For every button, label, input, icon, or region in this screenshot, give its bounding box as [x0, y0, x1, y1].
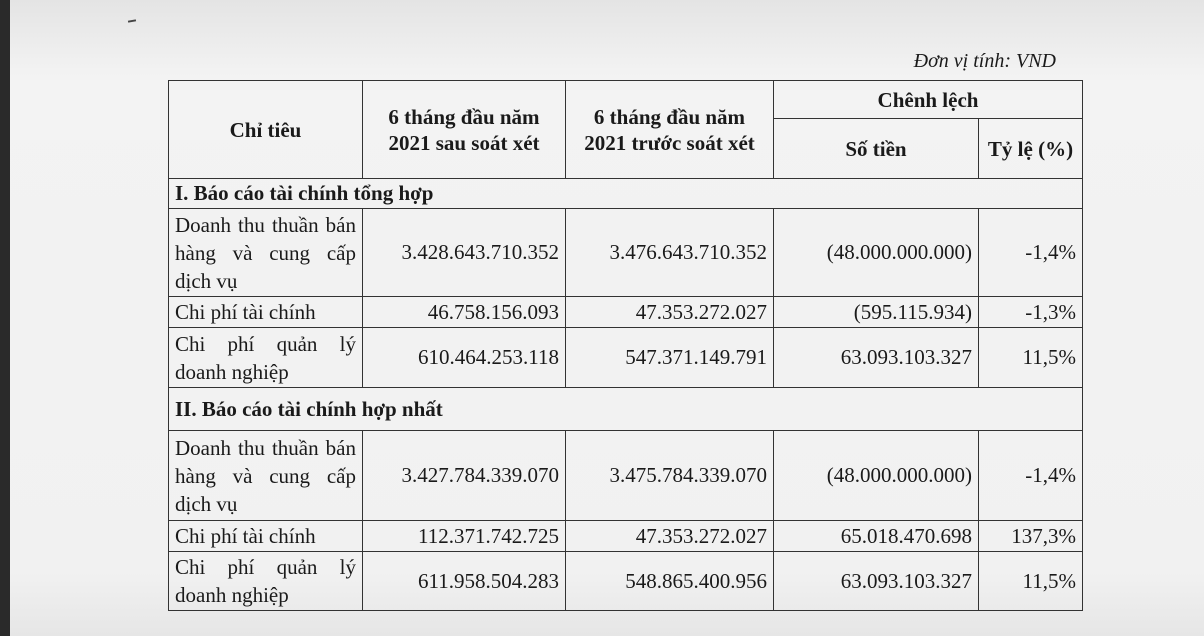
page-mark	[128, 19, 136, 22]
difference-amount: 63.093.103.327	[774, 328, 979, 388]
section-title: I. Báo cáo tài chính tổng hợp	[169, 179, 1083, 209]
row-label: Doanh thu thuần bán hàng và cung cấp dịch vụ	[169, 209, 363, 297]
after-review-value: 611.958.504.283	[363, 552, 566, 611]
before-review-value: 547.371.149.791	[566, 328, 774, 388]
financial-comparison-table	[168, 80, 1083, 611]
difference-amount: 65.018.470.698	[774, 521, 979, 552]
row-label: Chi phí tài chính	[169, 297, 363, 328]
after-review-value: 3.427.784.339.070	[363, 431, 566, 521]
row-label: Doanh thu thuần bán hàng và cung cấp dịch vụ	[169, 431, 363, 521]
table-row	[169, 297, 1083, 328]
difference-ratio: 11,5%	[979, 328, 1083, 388]
after-review-value: 46.758.156.093	[363, 297, 566, 328]
section-row	[169, 179, 1083, 209]
row-label: Chi phí tài chính	[169, 521, 363, 552]
table-row	[169, 209, 1083, 297]
difference-amount: (48.000.000.000)	[774, 209, 979, 297]
table-row	[169, 552, 1083, 611]
before-review-value: 3.476.643.710.352	[566, 209, 774, 297]
photo-dark-edge	[0, 0, 10, 636]
row-label: Chi phí quản lý doanh nghiệp	[169, 328, 363, 388]
section-row	[169, 388, 1083, 431]
difference-ratio: 137,3%	[979, 521, 1083, 552]
before-review-value: 3.475.784.339.070	[566, 431, 774, 521]
after-review-value: 3.428.643.710.352	[363, 209, 566, 297]
after-review-value: 112.371.742.725	[363, 521, 566, 552]
difference-ratio: -1,4%	[979, 209, 1083, 297]
difference-ratio: -1,4%	[979, 431, 1083, 521]
header-before-review: 6 tháng đầu năm 2021 trước soát xét	[566, 81, 774, 179]
header-indicator: Chỉ tiêu	[169, 81, 363, 179]
difference-amount: (48.000.000.000)	[774, 431, 979, 521]
unit-note: Đơn vị tính: VND	[913, 50, 1056, 72]
difference-amount: (595.115.934)	[774, 297, 979, 328]
table-row	[169, 431, 1083, 521]
table-row	[169, 521, 1083, 552]
row-label: Chi phí quản lý doanh nghiệp	[169, 552, 363, 611]
header-amount: Số tiền	[774, 119, 979, 179]
header-difference: Chênh lệch	[774, 81, 1083, 119]
difference-ratio: -1,3%	[979, 297, 1083, 328]
after-review-value: 610.464.253.118	[363, 328, 566, 388]
header-after-review: 6 tháng đầu năm 2021 sau soát xét	[363, 81, 566, 179]
before-review-value: 47.353.272.027	[566, 297, 774, 328]
header-ratio: Tỷ lệ (%)	[979, 119, 1083, 179]
table-row	[169, 328, 1083, 388]
difference-ratio: 11,5%	[979, 552, 1083, 611]
before-review-value: 548.865.400.956	[566, 552, 774, 611]
difference-amount: 63.093.103.327	[774, 552, 979, 611]
section-title: II. Báo cáo tài chính hợp nhất	[169, 388, 1083, 431]
before-review-value: 47.353.272.027	[566, 521, 774, 552]
